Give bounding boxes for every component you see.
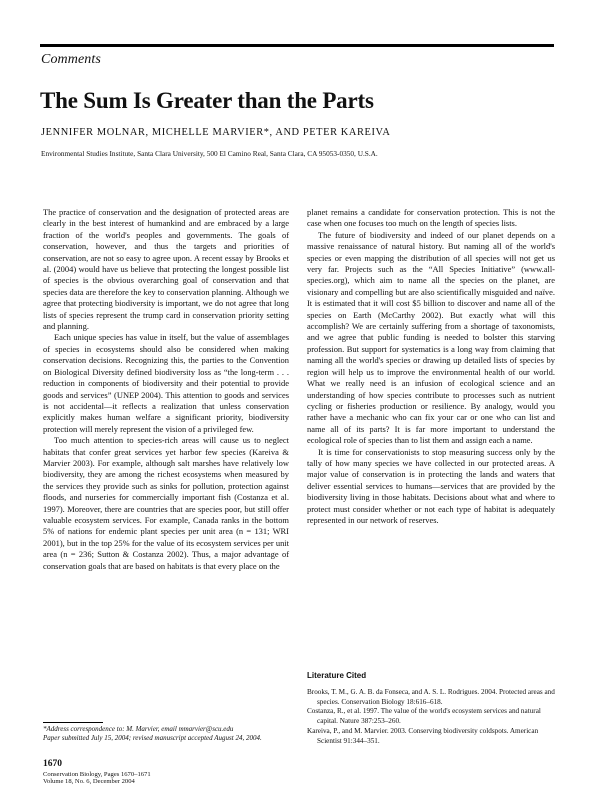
correspondence-note: *Address correspondence to: M. Marvier, email mmarvier@scu.edu bbox=[43, 725, 234, 733]
paragraph: The future of biodiversity and indeed of our planet depends on a massive renaissance of natural history. But naming all of the world's species or even mapping the distribution of all species will not get us very far. Projects such as the “All Species Initiative” (www.all-species.org), which aim to name all the species on the planet, are visionary and compelling but are also scientifically misguided and naïve. It is estimated that it will cost $5 billion to discover and name all of the species on Earth (McCarthy 2002). But exactly what will this accomplish? We are certainly suffering from a shortage of taxonomists, and we agree that public funding is needed to bolster this starving profession. But support for systematics is a long way from claiming that naming all the world's species or drawing up detailed lists of species by region will help us to improve the environmental health of our world. What we really need is an infusion of ecological science and an understanding of how species contribute to processes such as nutrient cycling or fisheries production or resilience. By analogy, would you rather have a mechanic who can fix your car or one who can list and name all of its parts? It is far more important to understand the ecological role of species than to list them and assign each a name. bbox=[307, 229, 555, 446]
literature-cited-heading: Literature Cited bbox=[307, 671, 367, 680]
body-column-left bbox=[43, 207, 289, 572]
reference-item: Kareiva, P., and M. Marvier. 2003. Conserving biodiversity coldspots. American Scientist 91:344–351. bbox=[307, 726, 539, 745]
footnote bbox=[43, 725, 289, 743]
article-title: The Sum Is Greater than the Parts bbox=[40, 88, 374, 113]
journal-volume: Volume 18, No. 6, December 2004 bbox=[43, 778, 135, 786]
journal-pages: Conservation Biology, Pages 1670–1671 bbox=[43, 771, 151, 778]
submission-note: Paper submitted July 15, 2004; revised manuscript accepted August 24, 2004. bbox=[43, 733, 262, 742]
paragraph: Each unique species has value in itself, but the value of assemblages of species in ecosystems should also be considered when making conservation decisions. Recognizing this, the parties to the Convention on Biological Diversity defined biodiversity loss as “the long-term . . . reduction in components of biodiversity and their potential to provide goods and services” (UNEP 2004). This attention to goods and services is not accidental—it reflects a realization that unless conservation explicitly makes human welfare a significant priority, biodiversity protection will merely represent the vision of a privileged few. bbox=[43, 332, 289, 434]
paragraph: planet remains a candidate for conservation protection. This is not the case when one focuses too much on the length of species lists. bbox=[307, 207, 555, 229]
page-number: 1670 bbox=[43, 759, 62, 769]
footnote-rule bbox=[43, 722, 103, 723]
reference-item: Costanza, R., et al. 1997. The value of the world's ecosystem services and natural capital. Nature 387:253–260. bbox=[307, 707, 541, 726]
paragraph: The practice of conservation and the designation of protected areas are clearly in the best interest of humankind and are embraced by a large fraction of the world's peoples and governments. The goals of conservation, however, and thus the targets and priorities of conservation, are not so easy to agree upon. A recent essay by Brooks et al. (2004) would have us believe that protecting the longest possible list of species is the obvious overarching goal of conservation and that species data are therefore the key to conservation planning. Although we agree that protecting biodiversity is important, we do not agree that long lists of species represent the trump card in conservation priority setting and planning. bbox=[43, 207, 289, 332]
header-rule bbox=[40, 44, 554, 47]
author-list: JENNIFER MOLNAR, MICHELLE MARVIER*, AND PETER KAREIVA bbox=[41, 127, 391, 138]
paragraph: Too much attention to species-rich areas will cause us to neglect habitats that confer great services yet harbor few species (Kareiva & Marvier 2003). For example, although salt marshes have relatively low biodiversity, they are among the richest ecosystems when measured by the services they provide such as sinks for pollution, protection against floods, and nurseries for commercially important fish (Costanza et al. 1997). Moreover, there are countries that are species poor, but still offer valuable ecosystem services. For example, Canada ranks in the bottom 5% of nations for endemic plant species per unit area (n = 131; WRI 2001), but in the top 25% for the value of its ecosystem services per unit area (n = 236; Sutton & Costanza 2002). Thus, a major advantage of conservation goals that are based on habitats is that every place on the bbox=[43, 435, 289, 571]
paragraph: It is time for conservationists to stop measuring success only by the tally of how many species we have collected in our protected areas. A major value of conservation is in protecting the lands and waters that deliver essential services to humans—services that are provided by the biodiversity living in those habitats. Decisions about what and where to protect must consider whether or not each type of habitat is adequately represented in our network of reserves. bbox=[307, 446, 555, 525]
body-column-right bbox=[307, 207, 555, 526]
journal-info bbox=[43, 771, 151, 786]
reference-item: Brooks, T. M., G. A. B. da Fonseca, and A. S. L. Rodrigues. 2004. Protected areas and species. Conservation Biology 18:616–618. bbox=[307, 688, 555, 706]
affiliation: Environmental Studies Institute, Santa Clara University, 500 El Camino Real, Santa Clara, CA 95053-0350, U.S.A. bbox=[41, 149, 378, 158]
section-label: Comments bbox=[41, 52, 101, 67]
reference-list bbox=[307, 688, 555, 746]
